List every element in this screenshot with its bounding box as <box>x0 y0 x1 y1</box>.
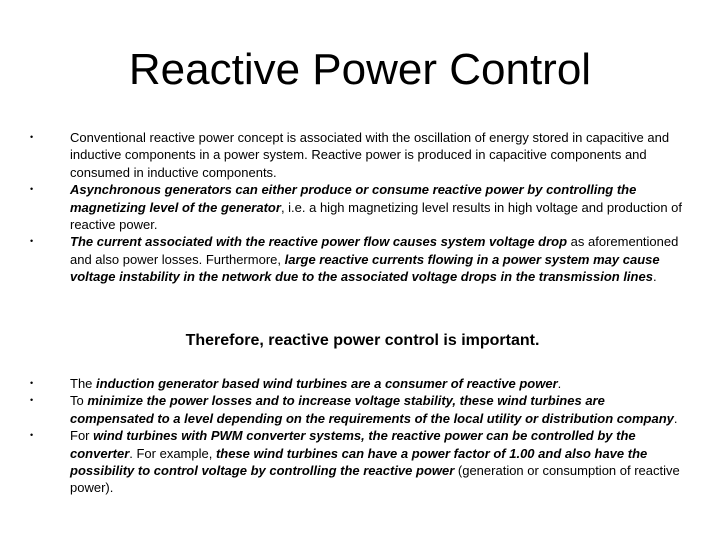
bullet-text: The <box>70 376 97 391</box>
bullet-item <box>30 427 690 497</box>
bullet-icon: • <box>30 132 34 142</box>
emphasized-text: Asynchronous generators can either produce or consume reactive power by controlling the magnetizing level of the generator <box>70 182 637 215</box>
bullet-item <box>30 181 690 233</box>
bullet-text: . <box>557 376 562 391</box>
bullet-text: Conventional reactive power concept is associated with the oscillation of energy stored in capacitive and inductive components in a power system. Reactive power is produced in capacitive components and consumed in inductive components. <box>70 130 670 180</box>
bullet-text: (generation or consumption of reactive power). <box>70 463 680 496</box>
slide-title: Reactive Power Control <box>128 45 592 94</box>
bullet-icon: • <box>30 430 34 441</box>
emphasized-text: these wind turbines can have a power factor of 1.00 and also have the possibility to control voltage by controlling the reactive power <box>70 445 648 479</box>
bullet-icon: • <box>30 184 34 195</box>
bullet-text: as aforementioned and also power losses. Furthermore, <box>70 234 679 267</box>
bullet-icon: • <box>30 236 34 247</box>
bullet-list-intro <box>30 129 690 286</box>
emphasized-text: The current associated with the reactive power flow causes system voltage drop <box>70 234 568 250</box>
emphasized-text: large reactive currents flowing in a power system may cause voltage instability in the network due to the associated voltage drops in the transmission lines <box>70 251 660 285</box>
emphasis-statement: Therefore, reactive power control is important. <box>185 332 540 349</box>
bullet-text: . <box>673 410 678 426</box>
emphasized-text: minimize the power losses and to increase voltage stability, these wind turbines are compensated to a level depending on the requirements of the local utility or distribution company <box>70 393 674 426</box>
bullet-icon: • <box>30 395 34 406</box>
bullet-icon: • <box>30 378 34 388</box>
bullet-item <box>30 233 690 285</box>
bullet-item <box>30 392 690 427</box>
bullet-text: For <box>70 428 94 444</box>
bullet-list-wind-turbines <box>30 375 690 497</box>
bullet-item <box>30 129 690 181</box>
bullet-text: To <box>70 393 88 409</box>
bullet-text: , i.e. a high magnetizing level results in high voltage and production of reactive power. <box>70 199 683 233</box>
bullet-item <box>30 375 690 392</box>
bullet-text: . For example, <box>129 445 216 461</box>
bullet-text: . <box>652 269 657 285</box>
emphasized-text: induction generator based wind turbines are a consumer of reactive power <box>96 376 558 391</box>
emphasized-text: wind turbines with PWM converter systems, the reactive power can be controlled by the converter <box>70 428 636 461</box>
